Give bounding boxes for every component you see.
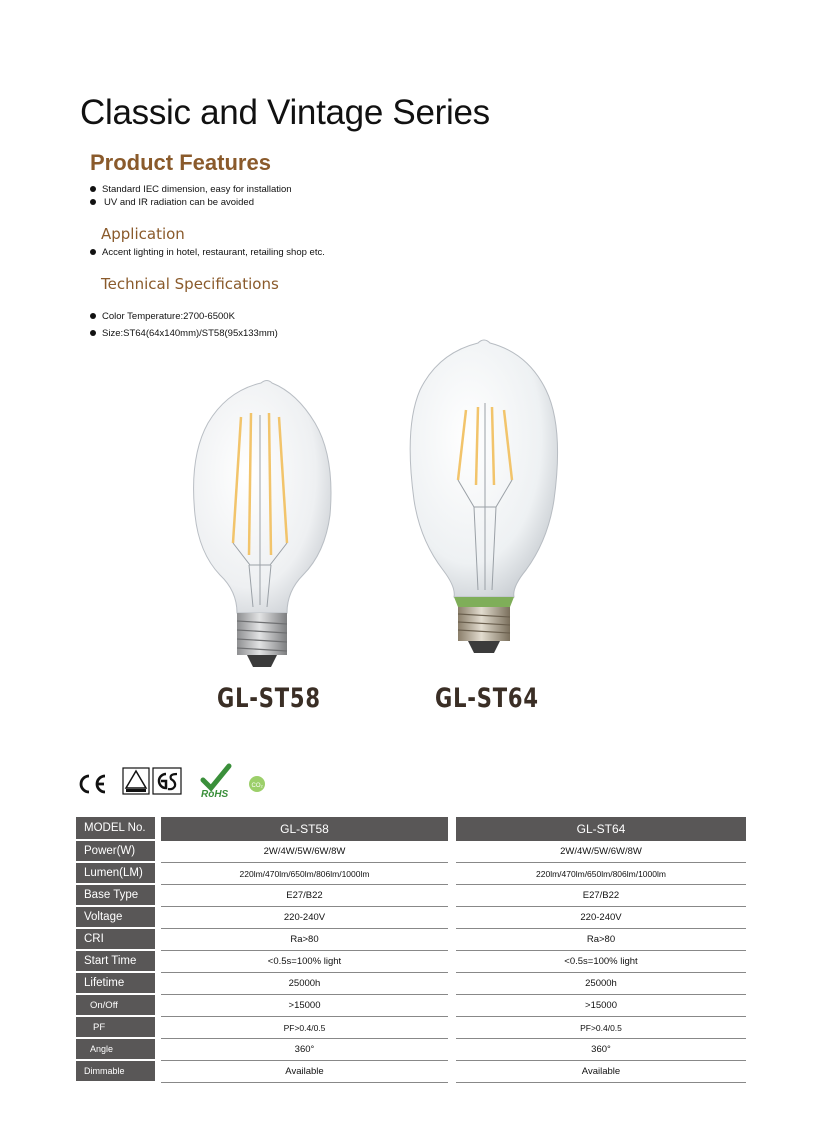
row-label: Angle — [76, 1039, 155, 1061]
table-cell: Ra>80 — [456, 929, 746, 951]
table-cell: PF>0.4/0.5 — [456, 1017, 746, 1039]
list-item: UV and IR radiation can be avoided — [90, 196, 292, 209]
table-header-label: MODEL No. — [76, 817, 155, 841]
table-row — [76, 973, 746, 995]
table-row — [76, 1061, 746, 1083]
table-header-model: GL-ST64 — [456, 817, 746, 841]
features-list — [90, 183, 292, 209]
table-cell: Available — [456, 1061, 746, 1083]
gs-mark-icon — [153, 768, 181, 794]
table-cell: E27/B22 — [456, 885, 746, 907]
technical-specifications-heading: Technical Specifications — [101, 275, 279, 293]
row-label: Base Type — [76, 885, 155, 907]
row-label: Power(W) — [76, 841, 155, 863]
table-row — [76, 1017, 746, 1039]
svg-text:RoHS: RoHS — [201, 789, 229, 800]
table-cell: Available — [161, 1061, 448, 1083]
table-header-row — [76, 817, 746, 841]
row-label: Start Time — [76, 951, 155, 973]
row-label: PF — [76, 1017, 155, 1039]
svg-text:CO₂: CO₂ — [251, 783, 263, 789]
list-item: Color Temperature:2700-6500K — [90, 308, 278, 325]
table-cell: 2W/4W/5W/6W/8W — [161, 841, 448, 863]
row-label: Dimmable — [76, 1061, 155, 1083]
table-cell: Ra>80 — [161, 929, 448, 951]
table-row — [76, 951, 746, 973]
table-cell: 25000h — [161, 973, 448, 995]
table-cell: 220lm/470lm/650lm/806lm/1000lm — [161, 863, 448, 885]
table-cell: 220lm/470lm/650lm/806lm/1000lm — [456, 863, 746, 885]
certification-icons — [73, 762, 283, 802]
rohs-icon — [201, 766, 229, 800]
list-item: Standard IEC dimension, easy for installation — [90, 183, 292, 196]
row-label: CRI — [76, 929, 155, 951]
row-label: Lifetime — [76, 973, 155, 995]
st58-bulb-image — [175, 375, 345, 675]
row-label: Voltage — [76, 907, 155, 929]
table-cell: 2W/4W/5W/6W/8W — [456, 841, 746, 863]
table-cell: <0.5s=100% light — [161, 951, 448, 973]
table-row — [76, 995, 746, 1017]
model-label-st64: GL-ST64 — [435, 683, 539, 714]
table-cell: 220-240V — [456, 907, 746, 929]
table-cell: 360° — [161, 1039, 448, 1061]
table-cell: >15000 — [456, 995, 746, 1017]
page-title: Classic and Vintage Series — [80, 93, 490, 132]
application-list — [90, 246, 325, 259]
specification-table — [76, 817, 746, 1083]
st64-bulb-image — [398, 335, 568, 660]
table-row — [76, 929, 746, 951]
table-row — [76, 1039, 746, 1061]
application-heading: Application — [101, 225, 185, 243]
table-cell: PF>0.4/0.5 — [161, 1017, 448, 1039]
table-cell: 360° — [456, 1039, 746, 1061]
row-label: On/Off — [76, 995, 155, 1017]
table-row — [76, 907, 746, 929]
tuv-icon — [123, 768, 149, 794]
table-header-model: GL-ST58 — [161, 817, 448, 841]
co2-icon — [249, 776, 265, 792]
table-row — [76, 885, 746, 907]
model-label-st58: GL-ST58 — [217, 683, 321, 714]
table-cell: 220-240V — [161, 907, 448, 929]
list-item: Accent lighting in hotel, restaurant, retailing shop etc. — [90, 246, 325, 259]
table-cell: <0.5s=100% light — [456, 951, 746, 973]
row-label: Lumen(LM) — [76, 863, 155, 885]
table-row — [76, 863, 746, 885]
product-features-heading: Product Features — [90, 150, 271, 175]
table-row — [76, 841, 746, 863]
table-cell: 25000h — [456, 973, 746, 995]
table-cell: >15000 — [161, 995, 448, 1017]
technical-specifications-list — [90, 308, 278, 342]
table-cell: E27/B22 — [161, 885, 448, 907]
list-item: Size:ST64(64x140mm)/ST58(95x133mm) — [90, 325, 278, 342]
ce-mark-icon — [81, 776, 105, 792]
